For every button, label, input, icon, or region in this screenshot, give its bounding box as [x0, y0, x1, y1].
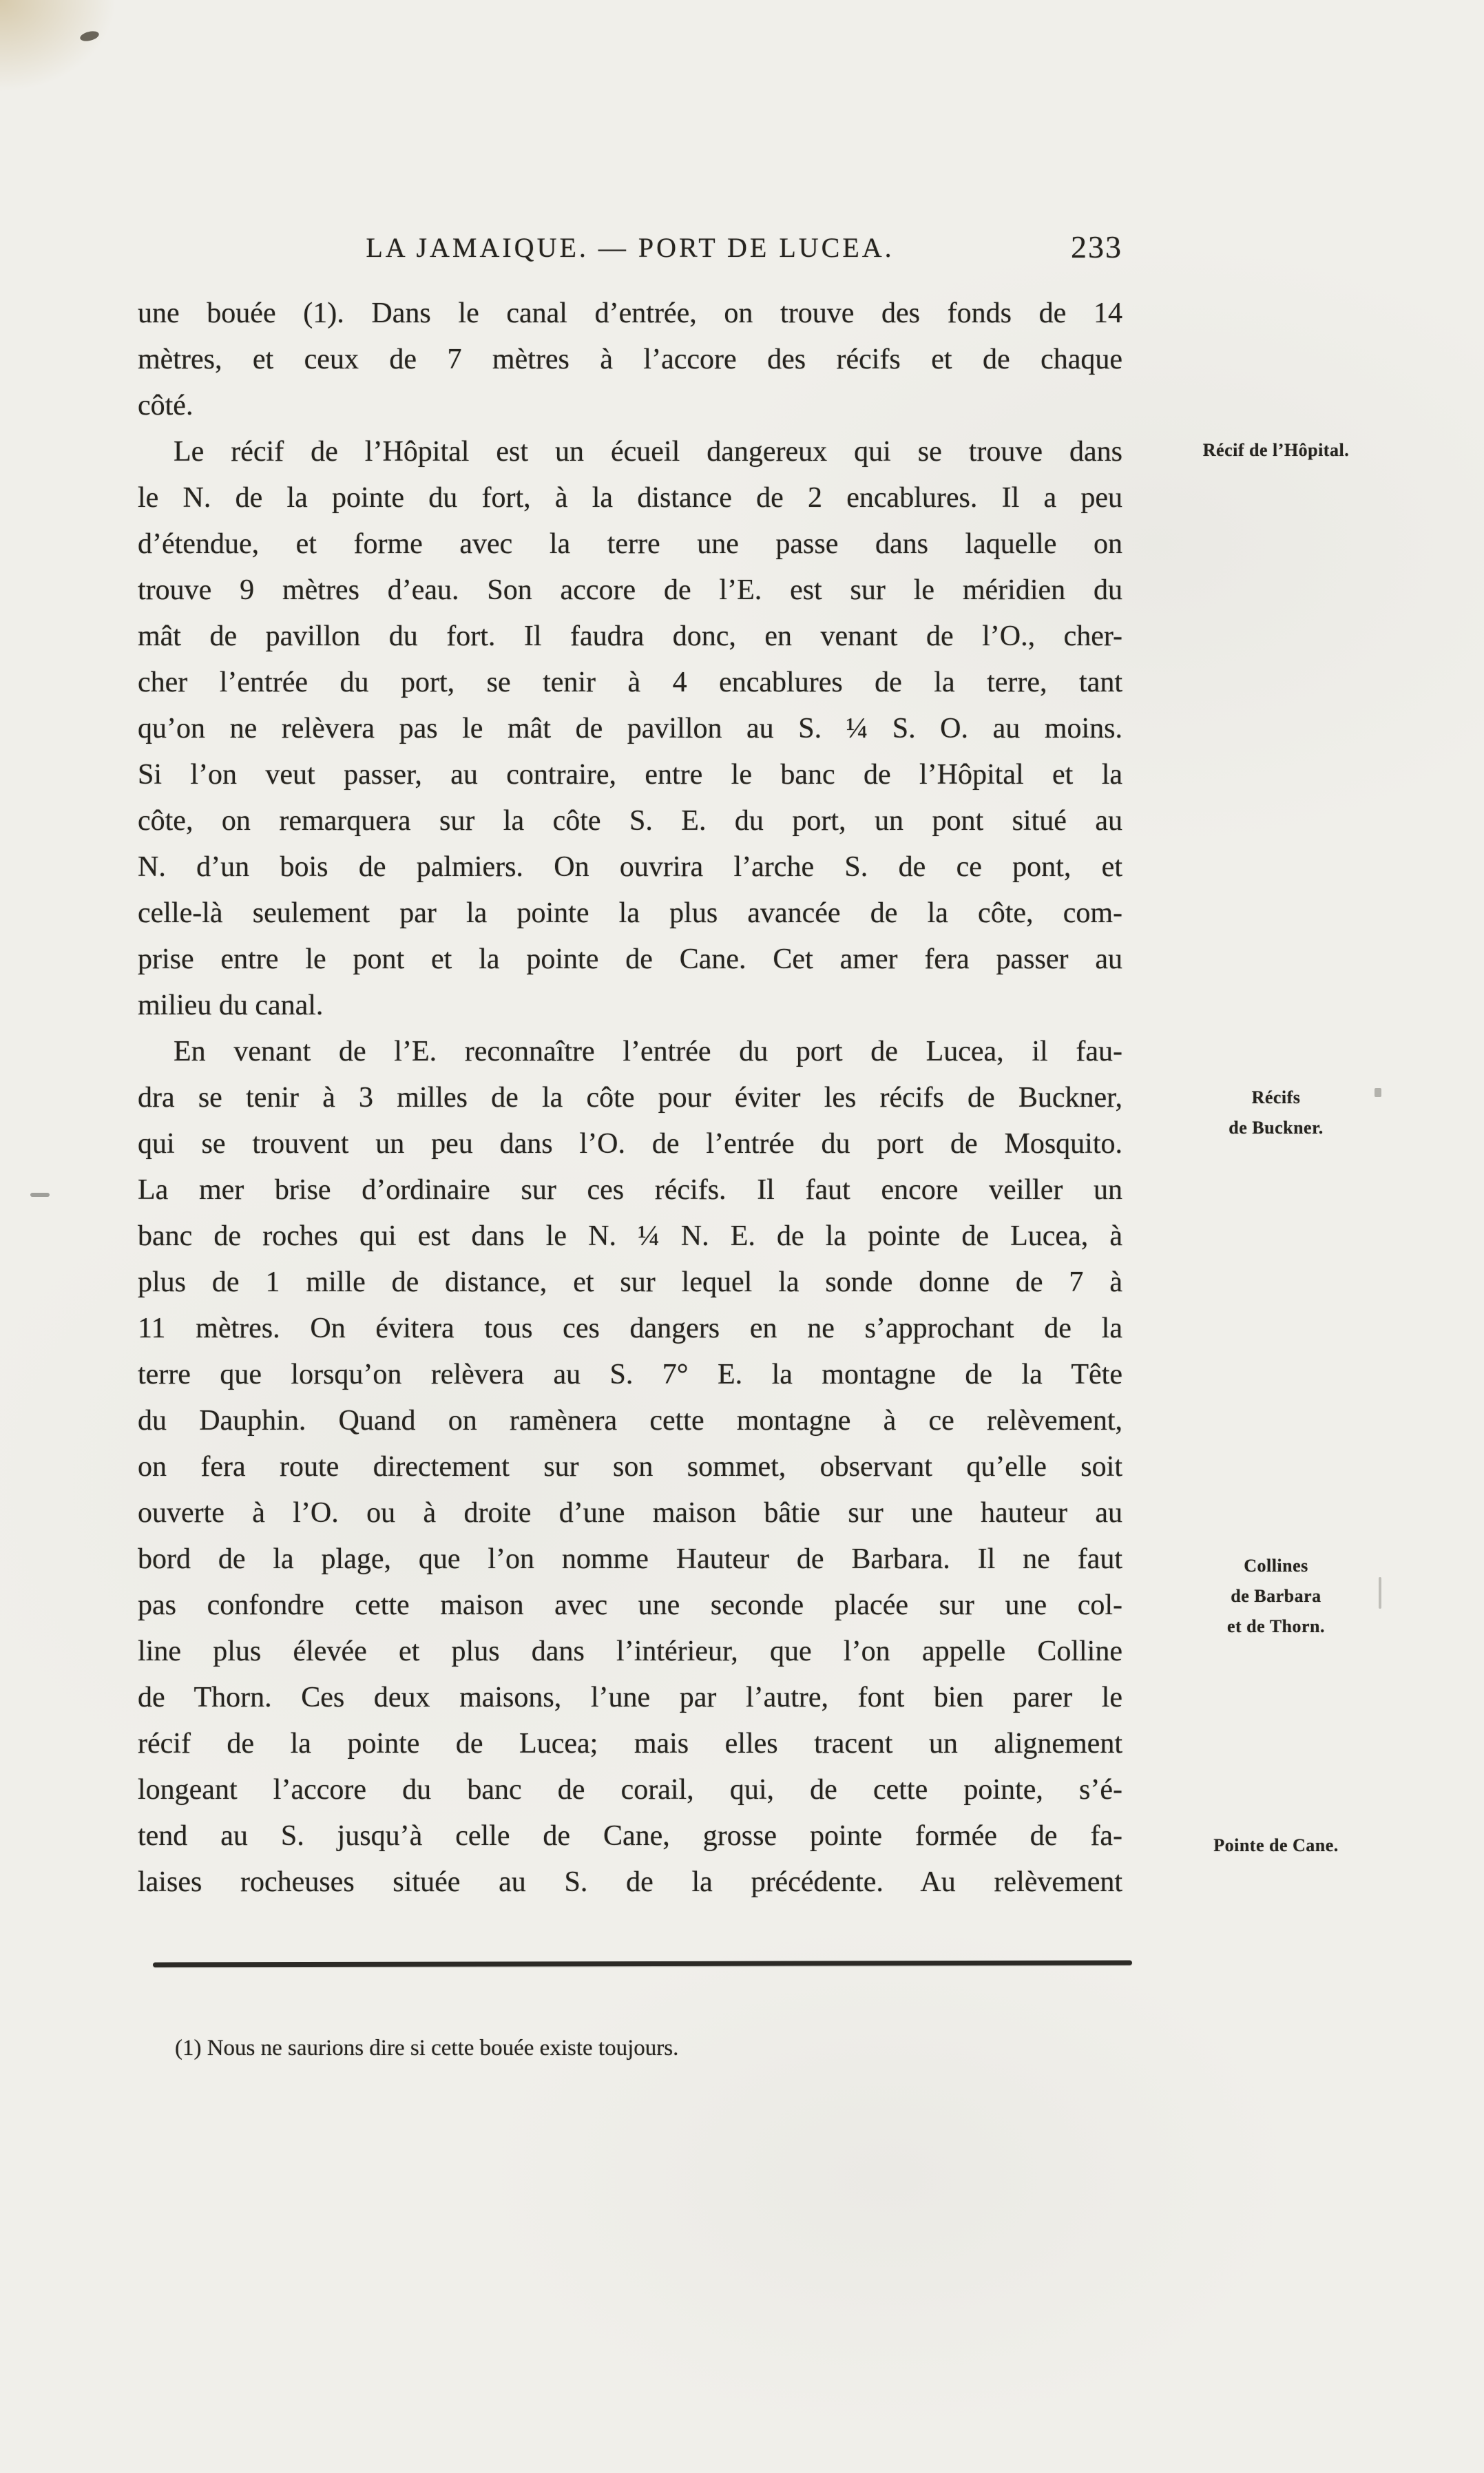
- text-line: qui se trouvent un peu dans l’O. de l’entrée du port de Mosquito.: [138, 1128, 1122, 1160]
- text-line: tend au S. jusqu’à celle de Cane, grosse pointe formée de fa-: [138, 1820, 1122, 1852]
- margin-note-line: Récif de l’Hôpital.: [1202, 440, 1350, 460]
- text-line: le N. de la pointe du fort, à la distance de 2 encablures. Il a peu: [138, 482, 1122, 514]
- paragraph: [138, 291, 1122, 429]
- text-line: cher l’entrée du port, se tenir à 4 encablures de la terre, tant: [138, 667, 1122, 698]
- text-line: banc de roches qui est dans le N. ¼ N. E. de la pointe de Lucea, à: [138, 1220, 1122, 1252]
- body-text: [138, 291, 1122, 1906]
- scan-artifact-dash: [30, 1193, 50, 1197]
- text-line: plus de 1 mille de distance, et sur lequel la sonde donne de 7 à: [138, 1266, 1122, 1298]
- text-line: mètres, et ceux de 7 mètres à l’accore des récifs et de chaque: [138, 344, 1122, 375]
- margin-note-line: et de Thorn.: [1226, 1616, 1326, 1636]
- scan-artifact-speck: [79, 30, 100, 43]
- text-line: côte, on remarquera sur la côte S. E. du port, un pont situé au: [138, 805, 1122, 837]
- text-line: du Dauphin. Quand on ramènera cette montagne à ce relèvement,: [138, 1405, 1122, 1437]
- running-title: LA JAMAIQUE. — PORT DE LUCEA.: [366, 232, 895, 263]
- text-line: côté.: [138, 390, 194, 421]
- text-line: laises rocheuses située au S. de la précédente. Au relèvement: [138, 1866, 1122, 1898]
- paragraph: [138, 429, 1122, 1029]
- footnote-divider-rule: [153, 1961, 1132, 1968]
- text-line: La mer brise d’ordinaire sur ces récifs. Il faut encore veiller un: [138, 1174, 1122, 1206]
- margin-note: [1135, 1083, 1417, 1143]
- text-line: trouve 9 mètres d’eau. Son accore de l’E. est sur le méridien du: [138, 574, 1122, 606]
- text-line: En venant de l’E. reconnaître l’entrée du port de Lucea, il fau-: [174, 1036, 1122, 1067]
- text-line: milieu du canal.: [138, 990, 324, 1021]
- text-line: bord de la plage, que l’on nomme Hauteur de Barbara. Il ne faut: [138, 1543, 1122, 1575]
- margin-note-line: de Barbara: [1231, 1586, 1321, 1606]
- text-line: Le récif de l’Hôpital est un écueil dangereux qui se trouve dans: [174, 436, 1122, 468]
- paragraph: [138, 1029, 1122, 1906]
- margin-note-line: Récifs: [1251, 1087, 1301, 1107]
- text-line: dra se tenir à 3 milles de la côte pour éviter les récifs de Buckner,: [138, 1082, 1122, 1114]
- text-line: celle-là seulement par la pointe la plus avancée de la côte, com-: [138, 897, 1122, 929]
- text-line: 11 mètres. On évitera tous ces dangers en ne s’approchant de la: [138, 1313, 1122, 1344]
- text-line: terre que lorsqu’on relèvera au S. 7° E. la montagne de la Tête: [138, 1359, 1122, 1390]
- text-line: qu’on ne relèvera pas le mât de pavillon au S. ¼ S. O. au moins.: [138, 713, 1122, 744]
- margin-note-line: Pointe de Cane.: [1213, 1835, 1339, 1855]
- text-line: d’étendue, et forme avec la terre une passe dans laquelle on: [138, 528, 1122, 560]
- text-line: pas confondre cette maison avec une seconde placée sur une col-: [138, 1589, 1122, 1621]
- footnote: [138, 2033, 1122, 2063]
- text-line: de Thorn. Ces deux maisons, l’une par l’autre, font bien parer le: [138, 1682, 1122, 1713]
- margin-note: [1135, 1551, 1417, 1642]
- margin-note: [1135, 435, 1417, 466]
- text-line: prise entre le pont et la pointe de Cane. Cet amer fera passer au: [138, 943, 1122, 975]
- margin-note-line: Collines: [1244, 1556, 1308, 1576]
- text-line: ouverte à l’O. ou à droite d’une maison bâtie sur une hauteur au: [138, 1497, 1122, 1529]
- text-line: Si l’on veut passer, au contraire, entre le banc de l’Hôpital et la: [138, 759, 1122, 791]
- text-line: on fera route directement sur son sommet, observant qu’elle soit: [138, 1451, 1122, 1483]
- text-line: récif de la pointe de Lucea; mais elles tracent un alignement: [138, 1728, 1122, 1760]
- margin-note-line: de Buckner.: [1229, 1118, 1324, 1138]
- page-header: [138, 231, 1122, 270]
- text-line: une bouée (1). Dans le canal d’entrée, on trouve des fonds de 14: [138, 298, 1122, 329]
- margin-note: [1135, 1830, 1417, 1861]
- text-line: N. d’un bois de palmiers. On ouvrira l’arche S. de ce pont, et: [138, 851, 1122, 883]
- text-line: line plus élevée et plus dans l’intérieur, que l’on appelle Colline: [138, 1636, 1122, 1667]
- page-number: 233: [1071, 229, 1122, 264]
- text-line: longeant l’accore du banc de corail, qui, de cette pointe, s’é-: [138, 1774, 1122, 1806]
- text-line: mât de pavillon du fort. Il faudra donc, en venant de l’O., cher-: [138, 620, 1122, 652]
- footnote-text: (1) Nous ne saurions dire si cette bouée existe toujours.: [175, 2036, 679, 2060]
